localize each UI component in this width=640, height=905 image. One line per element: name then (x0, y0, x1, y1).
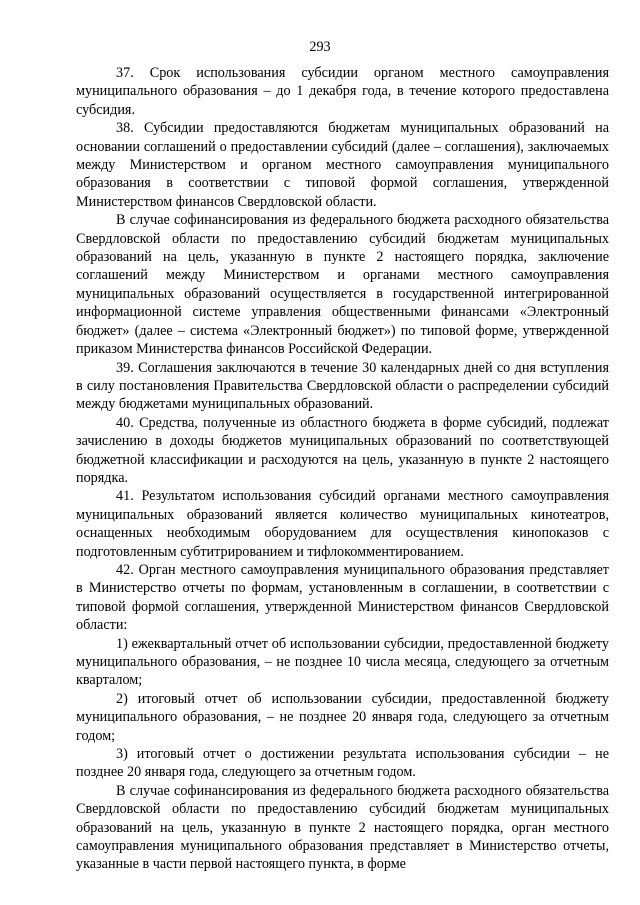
paragraph-39: 39. Соглашения заключаются в течение 30 календарных дней со дня вступления в силу постановления Правительства Свердловской области о распределении субсидий между бюджетами муниципальных образований. (76, 359, 609, 413)
paragraph-42-federal-cofinancing: В случае софинансирования из федерального бюджета расходного обязательства Свердловской области по предоставлению субсидий бюджетам муниципальных образований на цель, указанную в пункте 2 настоящего порядка, орган местного самоуправления муниципального образования представляет в Министерство отчеты, указанные в части первой настоящего пункта, в форме (76, 782, 609, 873)
paragraph-40: 40. Средства, полученные из областного бюджета в форме субсидий, подлежат зачислению в доходы бюджетов муниципальных образований по соответствующей бюджетной классификации и расходуются на цель, указанную в пункте 2 настоящего порядка. (76, 414, 609, 486)
paragraph-42-item-3: 3) итоговый отчет о достижении результата использования субсидии – не позднее 20 января года, следующего за отчетным годом. (76, 746, 609, 781)
paragraph-38-federal-cofinancing: В случае софинансирования из федерального бюджета расходного обязательства Свердловской области по предоставлению субсидий бюджетам муниципальных образований на цель, указанную в пункте 2 настоящего порядка, заключение соглашений между Министерством и органами местного самоуправления муниципальных образований осуществляется в государственной интегрированной информационной системе управления общественными финансами «Электронный бюджет» (далее – система «Электронный бюджет») по типовой форме, утвержденной приказом Министерства финансов Российской Федерации. (76, 212, 609, 358)
paragraph-41: 41. Результатом использования субсидий органами местного самоуправления муниципальных образований является количество муниципальных кинотеатров, оснащенных необходимым оборудованием для осуществления кинопоказов с подготовленным субтитрированием и тифлокомментированием. (76, 488, 609, 560)
document-body (76, 64, 609, 874)
page-number: 293 (309, 39, 331, 55)
paragraph-37: 37. Срок использования субсидии органом местного самоуправления муниципального образования – до 1 декабря года, в течение которого предоставлена субсидия. (76, 65, 609, 118)
paragraph-42-item-1: 1) ежеквартальный отчет об использовании субсидии, предоставленной бюджету муниципального образования, – не позднее 10 числа месяца, следующего за отчетным кварталом; (76, 635, 609, 689)
paragraph-42: 42. Орган местного самоуправления муниципального образования представляет в Министерство отчеты по формам, установленным в соглашении, в соответствии с типовой формой соглашения, утвержденной Министерством финансов Свердловской области: (76, 561, 609, 634)
paragraph-38: 38. Субсидии предоставляются бюджетам муниципальных образований на основании соглашений о предоставлении субсидий (далее – соглашения), заключаемых между Министерством и органом местного самоуправления муниципального образования в соответствии с типовой формой соглашения, утвержденной Министерством финансов Свердловской области. (76, 120, 609, 210)
paragraph-42-item-2: 2) итоговый отчет об использовании субсидии, предоставленной бюджету муниципального образования, – не позднее 20 января года, следующего за отчетным годом; (76, 690, 609, 744)
